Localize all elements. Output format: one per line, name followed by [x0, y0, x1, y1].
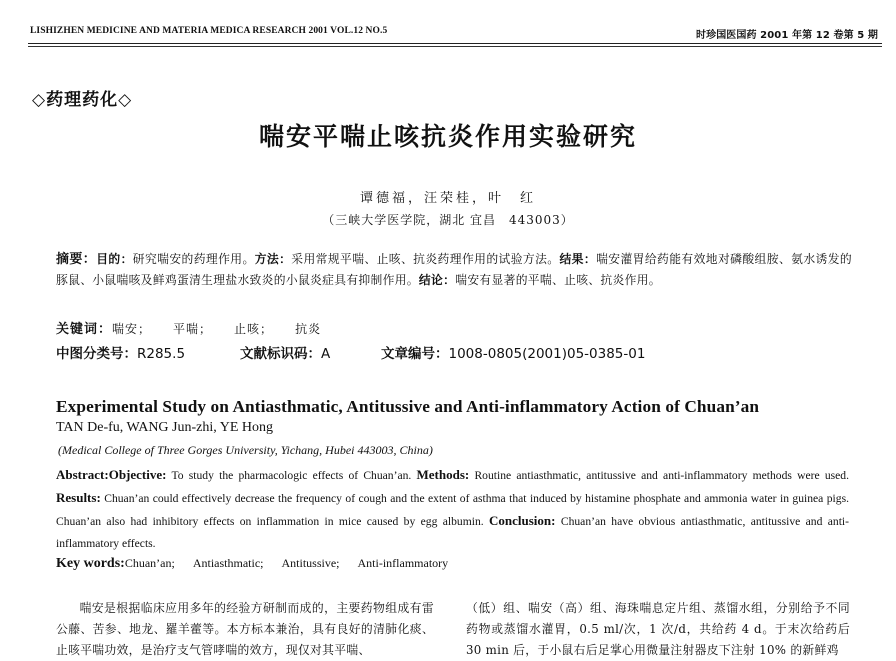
abstract-label-en: Abstract: [56, 467, 109, 482]
keyword-item: 止咳； [234, 322, 274, 336]
header-rule [28, 43, 882, 44]
conclusion-text-en: Chuan’an have obvious antiasthmatic, antitussive and anti-inflammatory effects. [56, 515, 850, 550]
doc-code-group [240, 342, 330, 362]
conclusion-text: 喘安有显著的平喘、止咳、抗炎作用。 [455, 273, 661, 287]
journal-name-cn: 时珍国医国药 2001 年第 12 卷第 5 期 [696, 30, 878, 41]
conclusion-label-en: Conclusion: [489, 513, 556, 528]
authors-cn: 谭德福，汪荣桂，叶 红 [359, 191, 536, 206]
section-tag: ◇药理药化◇ [32, 90, 133, 110]
authors-en: TAN De-fu, WANG Jun-zhi, YE Hong [56, 420, 274, 435]
conclusion-label: 结论： [418, 273, 456, 287]
article-no-value: 1008-0805(2001)05-0385-01 [448, 346, 646, 362]
result-label: 结果： [559, 252, 597, 266]
method-label: 方法： [254, 252, 292, 266]
clc-label: 中图分类号： [56, 346, 137, 362]
keywords-label-cn: 关键词： [56, 322, 113, 337]
keywords-cn [56, 318, 343, 337]
abstract-cn [56, 249, 852, 291]
keyword-item-en: Chuan’an; [124, 556, 175, 570]
methods-text: Routine antiasthmatic, antitussive and anti-inflammatory methods were used. [474, 469, 849, 482]
keyword-item: 抗炎 [295, 322, 322, 336]
objective-label: Objective: [108, 467, 167, 482]
keywords-label-en: Key words: [56, 556, 125, 571]
keyword-item: 喘安； [112, 322, 152, 336]
affiliation-cn: （三峡大学医学院，湖北 宜昌 443003） [322, 213, 574, 227]
results-text: Chuan’an could effectively decrease the frequency of cough and the extent of asthma that induced by histamine phosphate and ammonia water in guinea pigs. Chuan’an also had inhibitory effects on inflammation in mice caused by egg albumin. [56, 492, 849, 528]
affiliation-en: (Medical College of Three Gorges University, Yichang, Hubei 443003, China) [58, 443, 433, 457]
clc-value: R285.5 [137, 346, 186, 362]
body-text-left: 喘安是根据临床应用多年的经验方研制而成的，主要药物组成有雷公藤、苦参、地龙、羅羊藿等。本方标本兼治，具有良好的清肺化痰、止咳平喘功效，是治疗支气管哮喘的效方，现仅对其平喘、 [56, 601, 434, 657]
running-header [30, 24, 878, 44]
paper-title-en: Experimental Study on Antiasthmatic, Antitussive and Anti-inflammatory Action of Chuan’an [56, 397, 760, 416]
keyword-item-en: Antiasthmatic; [192, 556, 264, 570]
results-label: Results: [56, 490, 101, 505]
journal-name-en: LISHIZHEN MEDICINE AND MATERIA MEDICA RESEARCH 2001 VOL.12 NO.5 [30, 26, 388, 36]
keyword-item-en: Anti-inflammatory [357, 556, 449, 570]
methods-label: Methods: [416, 467, 470, 482]
clc-group [56, 342, 185, 362]
keyword-item: 平喘； [173, 322, 213, 336]
abstract-label-cn: 摘要： [56, 252, 97, 267]
result-text: 喘安灌胃给药能有效地对磷酸组胺、氨水诱发的豚鼠、小鼠喘咳及鲜鸡蛋清生理盐水致炎的小鼠炎症具有抑制作用。 [56, 252, 852, 287]
aim-text: 研究喘安的药理作用。 [132, 252, 255, 266]
objective-text: To study the pharmacologic effects of Chuan’an. [171, 469, 412, 482]
doc-code-label: 文献标识码： [240, 346, 321, 362]
method-text: 采用常规平喘、止咳、抗炎药理作用的试验方法。 [291, 252, 560, 266]
doc-code-value: A [321, 346, 331, 362]
header-rule-thin [28, 46, 882, 47]
keyword-item-en: Antitussive; [281, 556, 340, 570]
article-no-label: 文章编号： [381, 346, 449, 362]
abstract-en [56, 464, 849, 555]
keywords-en [56, 556, 466, 572]
body-text-right: （低）组、喘安（高）组、海珠喘息定片组、蒸馏水组，分别给予不同药物或蒸馏水灌胃，0.5 ml/次，1 次/d，共给药 4 d。于末次给药后 30 min 后，于小鼠右后足掌心用微量注射器皮下注射 10% 的新鲜鸡 [466, 601, 850, 657]
aim-label: 目的： [96, 252, 133, 266]
paper-title-cn: 喘安平喘止咳抗炎作用实验研究 [258, 122, 637, 151]
article-no-group [381, 342, 645, 362]
